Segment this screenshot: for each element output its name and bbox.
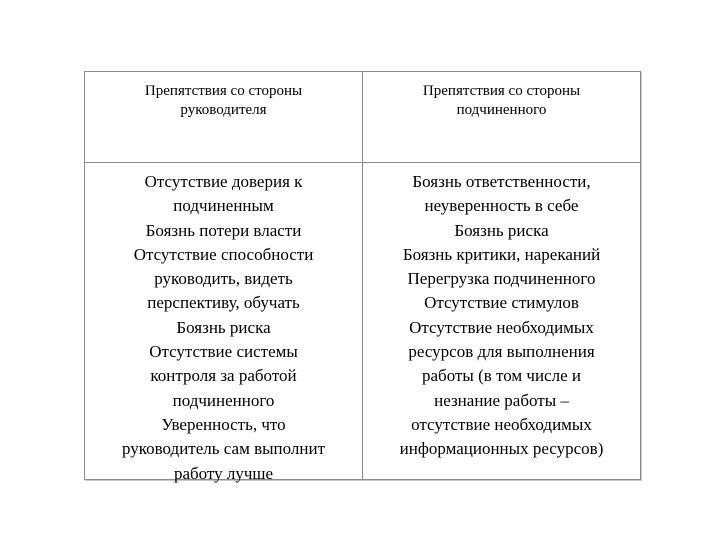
body-right-line: незнание работы –: [434, 390, 569, 410]
body-cell-subordinate: [363, 162, 640, 479]
body-left-line: работу лучше: [173, 463, 274, 483]
body-right-line: отсутствие необходимых: [411, 414, 592, 434]
header-cell-manager: [85, 72, 363, 162]
body-left-line: Отсутствие способности: [133, 244, 314, 264]
body-right-line: Боязнь риска: [454, 220, 549, 240]
header-left-line-2: руководителя: [180, 102, 267, 118]
body-left-line: руководить, видеть: [154, 269, 293, 289]
body-right-line: ресурсов для выполнения: [408, 342, 595, 362]
body-left-line: подчиненного: [172, 390, 275, 410]
body-cell-manager: [85, 162, 363, 483]
body-left-line: руководитель сам выполнит: [121, 439, 326, 459]
body-right-line: Боязнь ответственности,: [412, 172, 591, 191]
body-right-line: Боязнь критики, нареканий: [402, 244, 601, 264]
body-right-line: Отсутствие необходимых: [409, 317, 594, 337]
body-left-line: Уверенность, что: [161, 414, 286, 434]
body-right-line: Перегрузка подчиненного: [407, 269, 596, 289]
body-left-line: подчиненным: [173, 196, 274, 216]
header-right-line-2: подчиненного: [456, 102, 547, 118]
table-header-row: [85, 72, 640, 163]
body-left-line: Отсутствие системы: [149, 342, 298, 362]
body-right-line: неуверенность в себе: [424, 196, 579, 216]
body-right-line: информационных ресурсов): [399, 439, 604, 459]
body-left-line: контроля за работой: [150, 366, 297, 386]
body-left-line: Боязнь риска: [176, 317, 271, 337]
obstacles-table: [84, 71, 641, 483]
body-left-line: Боязнь потери власти: [145, 220, 302, 240]
body-right-line: работы (в том числе и: [422, 366, 581, 386]
body-right-line: Отсутствие стимулов: [424, 293, 579, 313]
table-body-row: [85, 162, 640, 483]
body-left-line: перспективу, обучать: [147, 293, 300, 313]
body-left-line: Отсутствие доверия к: [144, 172, 303, 191]
header-right-line-1: Препятствия со стороны: [422, 83, 581, 99]
header-cell-subordinate: [363, 72, 640, 162]
header-left-line-1: Препятствия со стороны: [144, 83, 303, 99]
